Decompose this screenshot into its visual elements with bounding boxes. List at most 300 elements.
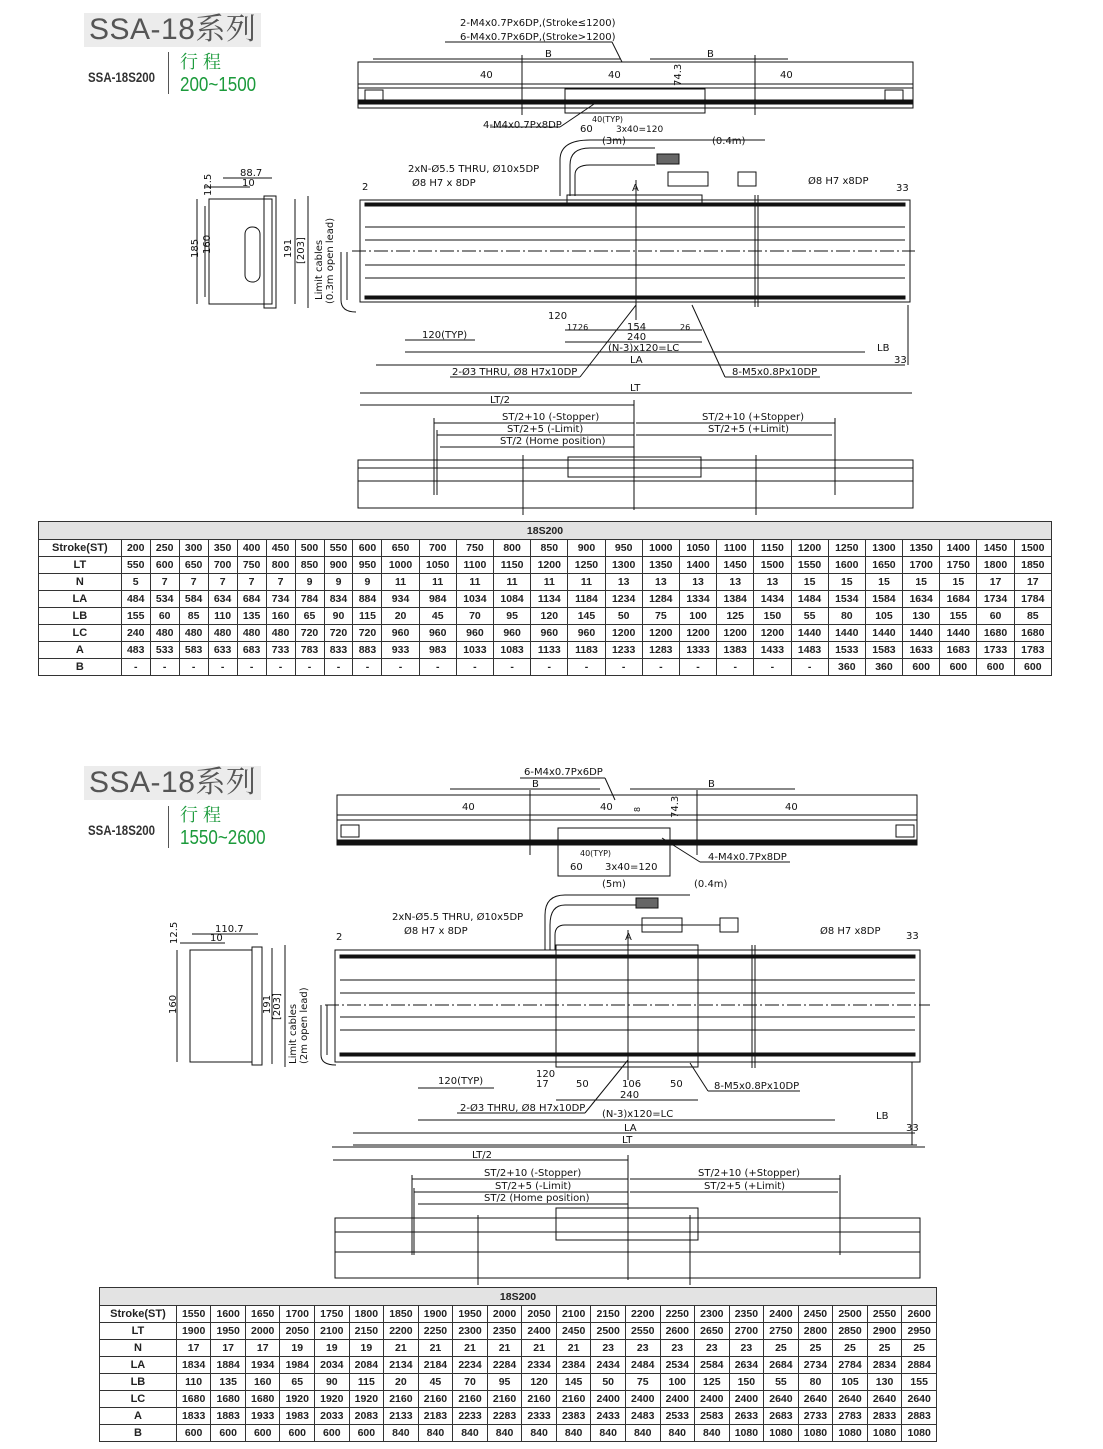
dimension-label: Ø8 H7 x 8DP [404, 926, 468, 937]
table-cell: 11 [456, 574, 493, 591]
table-cell: 720 [353, 625, 382, 642]
dimension-label: Limit cables [288, 1003, 299, 1064]
dimension-label: ST/2+5 (+Limit) [704, 1181, 786, 1192]
table-cell: 55 [791, 608, 828, 625]
table-cell: 1683 [940, 642, 977, 659]
dimension-label: 120 [536, 1069, 556, 1080]
table-cell: 1950 [211, 1323, 246, 1340]
table-cell: 1384 [717, 591, 754, 608]
table-cell: 145 [568, 608, 605, 625]
table-cell: 1284 [642, 591, 679, 608]
table-cell: 65 [295, 608, 324, 625]
table-cell: - [121, 659, 150, 676]
column-header: 650 [382, 540, 419, 557]
table-cell: 2160 [418, 1391, 453, 1408]
table-cell: 1184 [568, 591, 605, 608]
table-cell: 480 [266, 625, 295, 642]
table-cell: - [419, 659, 456, 676]
table-cell: 1433 [754, 642, 791, 659]
table-cell: 2640 [902, 1391, 937, 1408]
table-cell: 15 [940, 574, 977, 591]
dimension-label: (0.4m) [712, 136, 746, 147]
table-cell: 1083 [494, 642, 531, 659]
table-cell: 1634 [903, 591, 940, 608]
table-cell: 1600 [828, 557, 865, 574]
table-cell: 1733 [977, 642, 1014, 659]
dimension-label: 120(TYP) [422, 330, 468, 341]
table-cell: 360 [865, 659, 902, 676]
technical-drawing-2 [0, 760, 1103, 1290]
table-cell: 5 [121, 574, 150, 591]
column-header: 250 [150, 540, 179, 557]
dimension-label: (3m) [602, 136, 626, 147]
table-cell: 23 [591, 1340, 626, 1357]
table-row [100, 1340, 937, 1357]
table-cell: 583 [179, 642, 208, 659]
dimension-label: (2m open lead) [299, 987, 310, 1064]
table-cell: 2400 [729, 1391, 764, 1408]
table-cell: 600 [977, 659, 1014, 676]
table-row [100, 1357, 937, 1374]
table-cell: 2134 [384, 1357, 419, 1374]
dimension-label: 10 [242, 178, 255, 189]
dimension-label: 8-M5x0.8Px10DP [732, 367, 818, 378]
table-cell: 1734 [977, 591, 1014, 608]
table-cell: 120 [531, 608, 568, 625]
column-header: 1850 [384, 1306, 419, 1323]
table-cell: 784 [295, 591, 324, 608]
table-cell: 25 [867, 1340, 902, 1357]
dimension-label: 185 [190, 238, 201, 258]
table-cell: 2184 [418, 1357, 453, 1374]
stroke-range: 1550~2600 [180, 827, 266, 849]
dimension-label: 2 [362, 182, 369, 193]
table-cell: 1450 [717, 557, 754, 574]
column-header: 750 [456, 540, 493, 557]
dimension-label: 26 [680, 323, 691, 332]
table-cell: 533 [150, 642, 179, 659]
table-cell: 21 [384, 1340, 419, 1357]
column-header: 900 [568, 540, 605, 557]
row-label: LC [100, 1391, 177, 1408]
table-cell: 2584 [695, 1357, 730, 1374]
table-cell: 2800 [798, 1323, 833, 1340]
dimension-label: A [632, 183, 639, 194]
row-label: B [100, 1425, 177, 1442]
table-cell: 960 [531, 625, 568, 642]
dimension-label: ST/2 (Home position) [484, 1193, 590, 1204]
table-cell: 2500 [591, 1323, 626, 1340]
table-cell: 11 [568, 574, 605, 591]
table-cell: 933 [382, 642, 419, 659]
table-cell: 1784 [1014, 591, 1051, 608]
table-cell: 2034 [315, 1357, 350, 1374]
table-cell: - [324, 659, 353, 676]
table-cell: 135 [211, 1374, 246, 1391]
table-cell: 11 [419, 574, 456, 591]
table-cell: 833 [324, 642, 353, 659]
table-cell: 1583 [865, 642, 902, 659]
table-cell: 1034 [456, 591, 493, 608]
table-cell: 840 [556, 1425, 591, 1442]
column-header: 1150 [754, 540, 791, 557]
dimension-label: Ø8 H7 x8DP [808, 176, 869, 187]
note-m4-6dp: 6-M4x0.7Px6DP [524, 767, 603, 778]
table-cell: 1080 [729, 1425, 764, 1442]
table-cell: 1300 [605, 557, 642, 574]
column-header: 1550 [176, 1306, 211, 1323]
table-cell: 783 [295, 642, 324, 659]
table-cell: 633 [208, 642, 237, 659]
table-cell: 1084 [494, 591, 531, 608]
table-cell: 95 [487, 1374, 522, 1391]
table-cell: 145 [556, 1374, 591, 1391]
table-cell: 90 [315, 1374, 350, 1391]
table-cell: 2234 [453, 1357, 488, 1374]
dimension-label: 191 [262, 994, 273, 1014]
table-cell: 360 [828, 659, 865, 676]
dimension-label: (0.3m open lead) [325, 217, 336, 304]
dimension-label: LB [876, 1111, 889, 1122]
dimension-label: LT/2 [472, 1150, 493, 1161]
row-label: B [39, 659, 122, 676]
row-label: LA [100, 1357, 177, 1374]
table-cell: 23 [695, 1340, 730, 1357]
table-cell: - [605, 659, 642, 676]
stroke-label: 行 程 [180, 805, 222, 825]
table-cell: 17 [211, 1340, 246, 1357]
table-cell: 2483 [625, 1408, 660, 1425]
column-header: 1900 [418, 1306, 453, 1323]
table-cell: 2600 [660, 1323, 695, 1340]
table-cell: 110 [176, 1374, 211, 1391]
table-cell: 2150 [349, 1323, 384, 1340]
table-cell: 2833 [867, 1408, 902, 1425]
table-cell: 2160 [384, 1391, 419, 1408]
model-name: SSA-18S200 [88, 822, 156, 838]
table-cell: 480 [150, 625, 179, 642]
dimension-label: 17 [567, 323, 578, 332]
table-cell: 1080 [867, 1425, 902, 1442]
table-cell: 1550 [791, 557, 828, 574]
dimension-label: B [532, 779, 539, 790]
table-cell: 2734 [798, 1357, 833, 1374]
dimension-label: 240 [620, 1090, 640, 1101]
table-cell: 2400 [522, 1323, 557, 1340]
column-header: 500 [295, 540, 324, 557]
column-header: 1350 [903, 540, 940, 557]
table-cell: 13 [679, 574, 716, 591]
table-cell: 1933 [245, 1408, 280, 1425]
table-cell: 734 [266, 591, 295, 608]
table-cell: 1650 [865, 557, 902, 574]
column-header: 2150 [591, 1306, 626, 1323]
table-cell: 1050 [419, 557, 456, 574]
table-cell: 2750 [764, 1323, 799, 1340]
table-cell: 1080 [902, 1425, 937, 1442]
table-cell: 2050 [280, 1323, 315, 1340]
table-row [100, 1323, 937, 1340]
table-cell: 1434 [754, 591, 791, 608]
table-row [100, 1391, 937, 1408]
row-label: LB [100, 1374, 177, 1391]
table-row [100, 1374, 937, 1391]
table-cell: 2160 [522, 1391, 557, 1408]
table-cell: 1533 [828, 642, 865, 659]
table-cell: 125 [717, 608, 754, 625]
table-cell: 700 [208, 557, 237, 574]
table-cell: - [494, 659, 531, 676]
table-cell: 2183 [418, 1408, 453, 1425]
table-cell: 1080 [764, 1425, 799, 1442]
dimension-label: B [707, 49, 714, 60]
dimension-label: 12.5 [203, 173, 214, 196]
table-cell: 1534 [828, 591, 865, 608]
table-cell: 1183 [568, 642, 605, 659]
table-cell: 2233 [453, 1408, 488, 1425]
table-cell: 720 [324, 625, 353, 642]
table-cell: 1080 [833, 1425, 868, 1442]
dimension-label: 154 [627, 322, 647, 333]
table-cell: - [791, 659, 828, 676]
row-label: A [100, 1408, 177, 1425]
column-header: 1300 [865, 540, 902, 557]
table-cell: 1633 [903, 642, 940, 659]
column-header: 1800 [349, 1306, 384, 1323]
table-cell: 2684 [764, 1357, 799, 1374]
dimension-label: 40(TYP) [592, 115, 624, 124]
column-header: 300 [179, 540, 208, 557]
row-label: A [39, 642, 122, 659]
table-cell: 850 [295, 557, 324, 574]
stroke-range: 200~1500 [180, 74, 257, 96]
dimension-label: 40 [462, 802, 475, 813]
table-cell: 2434 [591, 1357, 626, 1374]
dimension-label: ST/2+5 (-Limit) [507, 424, 584, 435]
column-header: 1650 [245, 1306, 280, 1323]
dimension-label: LT [630, 383, 641, 394]
row-label: Stroke(ST) [100, 1306, 177, 1323]
table-cell: 1920 [280, 1391, 315, 1408]
table-cell: 840 [522, 1425, 557, 1442]
table-cell: 2633 [729, 1408, 764, 1425]
dimension-label: 88.7 [240, 168, 263, 179]
table-cell: 2700 [729, 1323, 764, 1340]
table-cell: 600 [903, 659, 940, 676]
dimension-label: 120 [548, 311, 568, 322]
column-header: 2600 [902, 1306, 937, 1323]
table-cell: 2000 [245, 1323, 280, 1340]
row-label: LB [39, 608, 122, 625]
table-cell: 1080 [798, 1425, 833, 1442]
dimension-label: LT/2 [490, 395, 511, 406]
table-cell: 840 [487, 1425, 522, 1442]
table-cell: 1680 [245, 1391, 280, 1408]
table-cell: 2083 [349, 1408, 384, 1425]
table-cell: 983 [419, 642, 456, 659]
table-cell: 21 [487, 1340, 522, 1357]
dimension-label: 26 [578, 323, 589, 332]
table-cell: - [754, 659, 791, 676]
dimension-label: ST/2+5 (+Limit) [708, 424, 790, 435]
table-cell: 50 [591, 1374, 626, 1391]
table-cell: 100 [660, 1374, 695, 1391]
dimension-label: LB [877, 343, 890, 354]
table-cell: 1440 [865, 625, 902, 642]
dimension-label: ST/2 (Home position) [500, 436, 606, 447]
table-cell: 25 [798, 1340, 833, 1357]
table-cell: 80 [828, 608, 865, 625]
table-cell: 25 [833, 1340, 868, 1357]
table-cell: 130 [903, 608, 940, 625]
table-cell: 1283 [642, 642, 679, 659]
dimension-label: 2xN-Ø5.5 THRU, Ø10x5DP [392, 912, 524, 923]
column-header: 2200 [625, 1306, 660, 1323]
table-cell: 2784 [833, 1357, 868, 1374]
table-cell: 883 [353, 642, 382, 659]
table-cell: 480 [237, 625, 266, 642]
table-cell: 20 [384, 1374, 419, 1391]
table-cell: 2383 [556, 1408, 591, 1425]
table-cell: 2400 [660, 1391, 695, 1408]
table-cell: 2284 [487, 1357, 522, 1374]
table-cell: 1484 [791, 591, 828, 608]
dimension-label: 50 [576, 1079, 589, 1090]
table-cell: 2084 [349, 1357, 384, 1374]
table-cell: 9 [295, 574, 324, 591]
table-cell: 65 [280, 1374, 315, 1391]
row-label: LC [39, 625, 122, 642]
table-cell: 650 [179, 557, 208, 574]
column-header: 1450 [977, 540, 1014, 557]
table-cell: 2250 [418, 1323, 453, 1340]
table-cell: 55 [764, 1374, 799, 1391]
table-cell: 634 [208, 591, 237, 608]
table-cell: 2133 [384, 1408, 419, 1425]
table-cell: 2283 [487, 1408, 522, 1425]
dimension-label: 60 [580, 124, 593, 135]
table-cell: 160 [266, 608, 295, 625]
column-header: 600 [353, 540, 382, 557]
table-cell: 15 [903, 574, 940, 591]
table-cell: 1883 [211, 1408, 246, 1425]
table-cell: 150 [754, 608, 791, 625]
table-cell: 1350 [642, 557, 679, 574]
table-cell: 13 [642, 574, 679, 591]
table-cell: 11 [531, 574, 568, 591]
dimension-label: LA [630, 355, 643, 366]
column-header: 1400 [940, 540, 977, 557]
dimension-label: 4-M4x0.7Px8DP [708, 852, 787, 863]
column-header: 1200 [791, 540, 828, 557]
table-cell: 2634 [729, 1357, 764, 1374]
table-cell: 800 [266, 557, 295, 574]
table-cell: 2683 [764, 1408, 799, 1425]
row-label: LT [100, 1323, 177, 1340]
table-cell: 7 [266, 574, 295, 591]
table-cell: - [568, 659, 605, 676]
table-cell: 483 [121, 642, 150, 659]
column-header: 450 [266, 540, 295, 557]
table-cell: 2650 [695, 1323, 730, 1340]
dimension-label: 191 [283, 238, 294, 258]
table-cell: 1884 [211, 1357, 246, 1374]
table-cell: 19 [349, 1340, 384, 1357]
column-header: 1750 [315, 1306, 350, 1323]
table-cell: 2884 [902, 1357, 937, 1374]
table-cell: 85 [179, 608, 208, 625]
column-header: 200 [121, 540, 150, 557]
table-cell: - [531, 659, 568, 676]
model-name: SSA-18S200 [88, 69, 156, 85]
dimension-label: 240 [627, 332, 647, 343]
dimension-label: 40 [608, 70, 621, 81]
note-m4-6dp-short: 2-M4x0.7Px6DP,(Stroke≤1200) [460, 18, 616, 29]
table-cell: - [237, 659, 266, 676]
table-cell: 2883 [902, 1408, 937, 1425]
dimension-label: 74.3 [670, 795, 681, 818]
table-cell: 1200 [605, 625, 642, 642]
table-cell: 15 [828, 574, 865, 591]
table-cell: 11 [382, 574, 419, 591]
table-cell: 1200 [679, 625, 716, 642]
table-cell: 2550 [625, 1323, 660, 1340]
dimension-label: 33 [906, 1123, 919, 1134]
dimension-label: 40 [480, 70, 493, 81]
table-cell: 934 [382, 591, 419, 608]
table-cell: 21 [418, 1340, 453, 1357]
column-header: 1000 [642, 540, 679, 557]
table-cell: 900 [324, 557, 353, 574]
table-cell: - [353, 659, 382, 676]
table-cell: 600 [245, 1425, 280, 1442]
table-cell: 1680 [211, 1391, 246, 1408]
table-cell: 23 [729, 1340, 764, 1357]
table-cell: 2834 [867, 1357, 902, 1374]
table-cell: 2160 [453, 1391, 488, 1408]
table-cell: 1783 [1014, 642, 1051, 659]
table-cell: 1440 [791, 625, 828, 642]
dimension-label: (0.4m) [694, 879, 728, 890]
table-cell: 1800 [977, 557, 1014, 574]
table-cell: 13 [605, 574, 642, 591]
table-cell: 17 [176, 1340, 211, 1357]
dimension-label: 3x40=120 [605, 862, 658, 873]
column-header: 1950 [453, 1306, 488, 1323]
table-cell: 1834 [176, 1357, 211, 1374]
table-cell: 115 [353, 608, 382, 625]
dimension-label: 110.7 [215, 924, 244, 935]
table-cell: 19 [280, 1340, 315, 1357]
table-cell: 600 [940, 659, 977, 676]
dimension-label: B [545, 49, 552, 60]
table-cell: 2334 [522, 1357, 557, 1374]
dimension-label: LA [624, 1123, 637, 1134]
column-header: 800 [494, 540, 531, 557]
table-cell: 840 [660, 1425, 695, 1442]
table-cell: - [179, 659, 208, 676]
dimension-label: 120(TYP) [438, 1076, 484, 1087]
table-caption: 18S200 [39, 522, 1052, 540]
table-cell: 1900 [176, 1323, 211, 1340]
table-cell: 1000 [382, 557, 419, 574]
table-cell: 484 [121, 591, 150, 608]
table-cell: 840 [418, 1425, 453, 1442]
table-cell: 2433 [591, 1408, 626, 1425]
dimension-label: Ø8 H7 x 8DP [412, 178, 476, 189]
table-cell: - [150, 659, 179, 676]
table-cell: 720 [295, 625, 324, 642]
